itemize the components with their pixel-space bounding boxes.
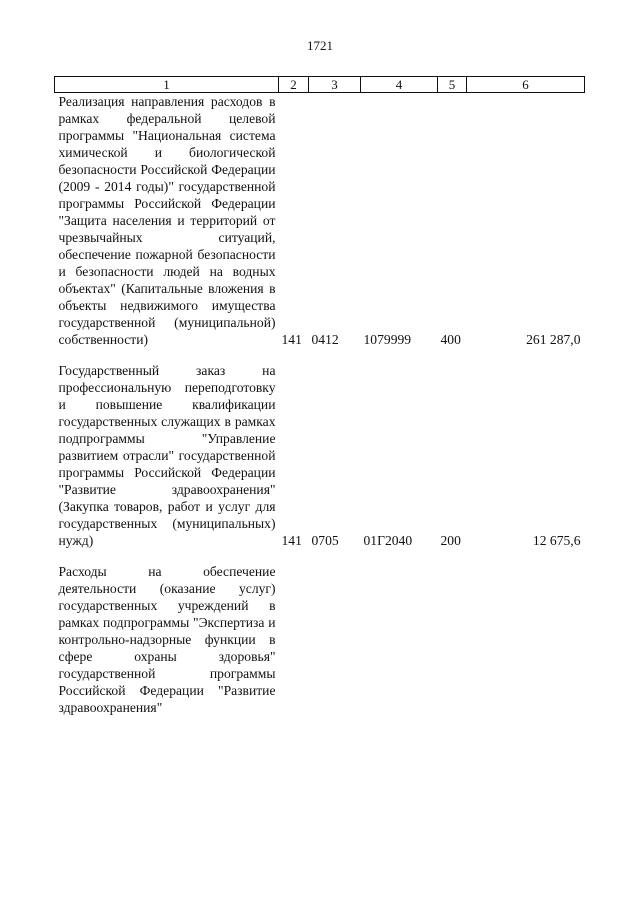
header-col-2: 2 [279,77,309,93]
budget-table [54,76,585,716]
table-row [55,362,585,549]
row-col-4: 1079999 [363,332,412,347]
row-col-2: 141 [281,332,302,347]
row-col-2: 141 [281,533,302,548]
row-amount [467,563,585,716]
row-col-4 [361,563,438,716]
row-col-2 [279,563,309,716]
row-amount: 261 287,0 [526,332,581,347]
table-header [55,77,585,93]
row-col-5: 400 [440,332,461,347]
row-col-3: 0705 [311,533,339,548]
row-col-5 [438,563,467,716]
header-col-3: 3 [309,77,361,93]
row-description: Расходы на обеспечение деятельности (оказание услуг) государственных учреждений в рамках подпрограммы "Экспертиза и контрольно-надзорные функции в сфере охраны здоровья" государственной программы Российской Федерации "Развитие здравоохранения" [58,564,276,715]
row-col-3: 0412 [311,332,339,347]
header-row [55,77,585,93]
table-row [55,93,585,349]
row-amount: 12 675,6 [532,533,581,548]
page-number: 1721 [307,38,333,53]
header-col-5: 5 [438,77,467,93]
row-spacer [55,348,585,362]
row-col-5: 200 [440,533,461,548]
header-col-1: 1 [55,77,279,93]
row-description: Реализация направления расходов в рамках федеральной целевой программы "Национальная система химической и биологической безопасности Российской Федерации (2009 - 2014 годы)" государственной программы Российской Федерации "Защита населения и территорий от чрезвычайных ситуаций, обеспечение пожарной безопасности и безопасности людей на водных объектах" (Капитальные вложения в объекты недвижимого имущества государственной (муниципальной) собственности) [58,94,276,347]
table-row [55,563,585,716]
row-description: Государственный заказ на профессиональную переподготовку и повышение квалификации государственных служащих в рамках подпрограммы "Управление развитием отрасли" государственной программы Российской Федерации "Развитие здравоохранения" (Закупка товаров, работ и услуг для государственных (муниципальных) нужд) [58,363,276,548]
table-body [55,93,585,717]
header-col-6: 6 [467,77,585,93]
row-col-4: 01Г2040 [363,533,413,548]
row-col-3 [309,563,361,716]
header-col-4: 4 [361,77,438,93]
row-spacer [55,549,585,563]
